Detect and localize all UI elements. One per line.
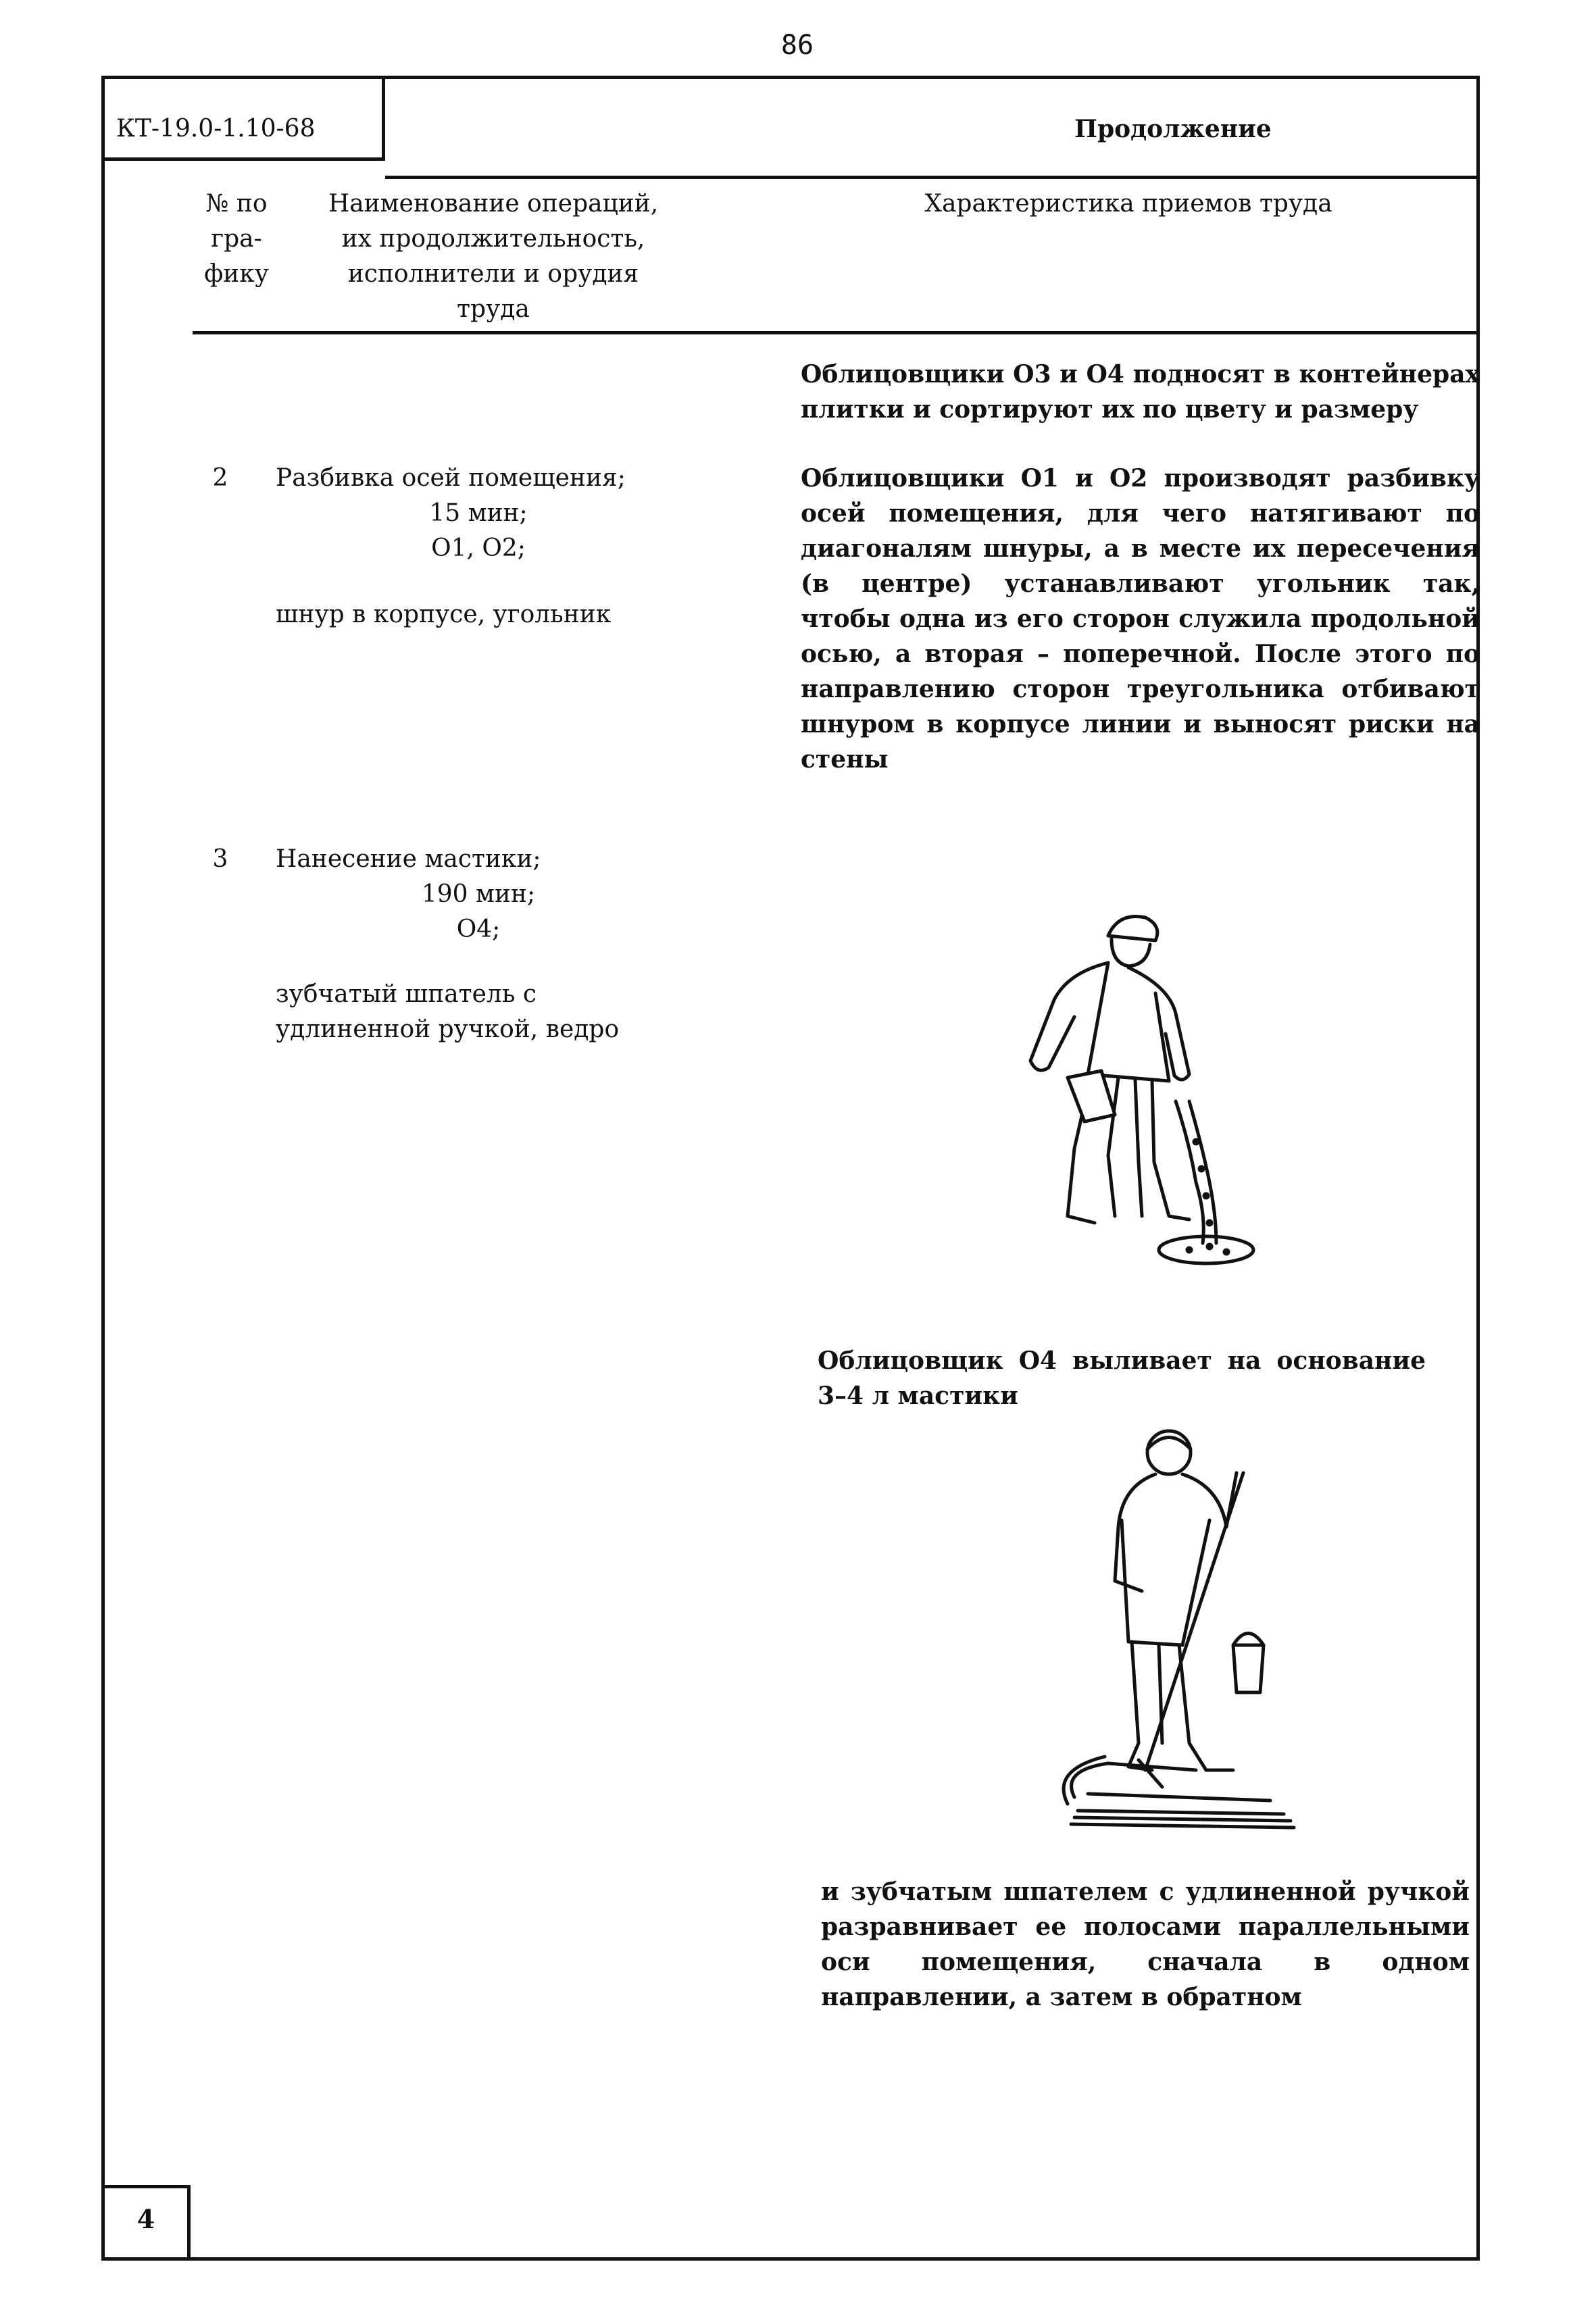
continuation-label: Продолжение bbox=[1074, 115, 1272, 143]
row-2-number: 2 bbox=[212, 464, 228, 492]
corner-number: 4 bbox=[136, 2204, 155, 2234]
page-number: 86 bbox=[780, 30, 814, 61]
row-3-workers: O4; bbox=[456, 915, 501, 943]
row-3-duration: 190 мин; bbox=[421, 880, 536, 908]
row-3-caption-1: Облицовщик O4 выливает на основание 3–4 л мастики bbox=[818, 1347, 1426, 1410]
row-2-workers: O1, O2; bbox=[431, 534, 526, 562]
header-rule bbox=[385, 176, 1480, 179]
row-2-description: Облицовщики O1 и O2 производят разбивку осей помещения, для чего натягивают по диагоналям шнуры, а в месте их пересечения (в центре) устанавливают угольник так, чтобы одна из его сторон служила продольной осью, а вторая – поперечной. После этого по направлению сторон треугольника отбивают шнуром в корпусе линии и выносят риски на стены bbox=[801, 464, 1480, 774]
table-header-rule bbox=[193, 331, 1480, 334]
intro-text: Облицовщики O3 и O4 подносят в контейнерах плитки и сортируют их по цвету и размеру bbox=[801, 360, 1480, 424]
row-2-operation-name: Разбивка осей помещения; bbox=[276, 464, 626, 492]
row-2-duration: 15 мин; bbox=[429, 499, 528, 527]
header-col-description: Характеристика приемов труда bbox=[924, 190, 1332, 218]
row-3-operation-name: Нанесение мастики; bbox=[276, 845, 541, 873]
doc-code: КТ-19.0-1.10-68 bbox=[116, 115, 316, 143]
worker-spreading-mastic-illustration bbox=[987, 1419, 1304, 1838]
row-3-caption-2: и зубчатым шпателем с удлиненной ручкой разравнивает ее полосами параллельными оси помещения, сначала в одном направлении, а затем в обратном bbox=[821, 1878, 1470, 2011]
row-2-tools: шнур в корпусе, угольник bbox=[276, 601, 612, 628]
header-col-number: № по гра- фику bbox=[204, 190, 269, 288]
row-3-number: 3 bbox=[212, 845, 228, 873]
row-3-tools: зубчатый шпатель с удлиненной ручкой, ведро bbox=[276, 980, 620, 1043]
header-col-operation: Наименование операций, их продолжительность, исполнители и орудия труда bbox=[328, 190, 659, 323]
worker-pouring-mastic-illustration bbox=[973, 899, 1270, 1277]
